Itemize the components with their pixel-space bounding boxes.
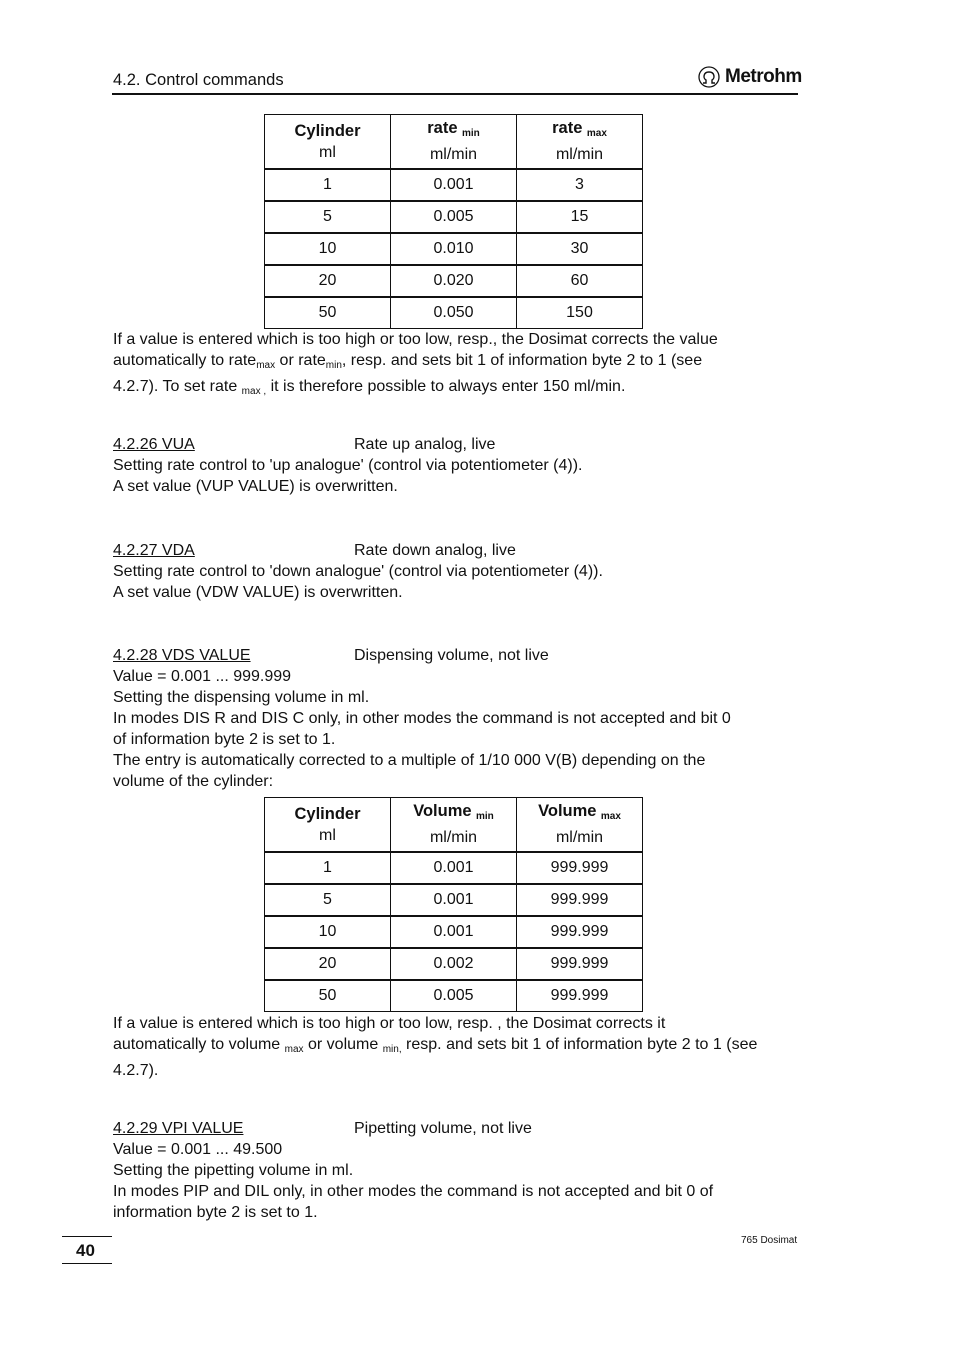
table-cell: 999.999 <box>517 884 643 916</box>
section-vds <box>113 645 803 792</box>
table-cell: 50 <box>265 980 391 1012</box>
table-cell: 1 <box>265 169 391 201</box>
rate-table <box>264 114 643 329</box>
table-cell: 0.050 <box>391 297 517 329</box>
page-number: 40 <box>76 1241 95 1260</box>
paragraph-line: Value = 0.001 ... 999.999 <box>113 668 292 685</box>
table-row <box>265 948 643 980</box>
paragraph-line: Setting rate control to 'up analogue' (control via potentiometer (4)). <box>113 457 583 474</box>
table-cell: 0.020 <box>391 265 517 297</box>
metrohm-logo <box>697 66 802 88</box>
table-row <box>265 169 643 201</box>
table-cell: 0.005 <box>391 201 517 233</box>
table-row <box>265 233 643 265</box>
table-row <box>265 201 643 233</box>
table-cell: 20 <box>265 265 391 297</box>
paragraph-line: A set value (VUP VALUE) is overwritten. <box>113 478 398 495</box>
section-vpi <box>113 1118 803 1223</box>
table-row <box>265 297 643 329</box>
column-header-volume-max: Volume $_{max}$ ml/min <box>517 798 643 853</box>
paragraph-line: In modes DIS R and DIS C only, in other modes the command is not accepted and bit 0 <box>113 710 731 727</box>
paragraph-line: Setting the dispensing volume in ml. <box>113 689 370 706</box>
table-cell: 1 <box>265 852 391 884</box>
table-header-row <box>265 115 643 170</box>
column-header-rate-min: rate $_{min}$ ml/min <box>391 115 517 170</box>
paragraph-line: Value = 0.001 ... 49.500 <box>113 1141 283 1158</box>
table-cell: 0.002 <box>391 948 517 980</box>
omega-symbol-icon <box>697 66 721 88</box>
page-number-bottom-rule <box>62 1263 112 1264</box>
table-cell: 20 <box>265 948 391 980</box>
table-header-row <box>265 798 643 853</box>
section-code: 4.2.27 VDA <box>113 542 195 559</box>
paragraph-line: Setting rate control to 'down analogue' (control via potentiometer (4)). <box>113 563 603 580</box>
table-cell: 0.010 <box>391 233 517 265</box>
table-cell: 999.999 <box>517 852 643 884</box>
section-heading <box>113 1118 803 1139</box>
section-heading <box>113 434 803 455</box>
paragraph-line: of information byte 2 is set to 1. <box>113 731 336 748</box>
section-vua <box>113 434 803 497</box>
column-header-volume-min: Volume $_{min}$ ml/min <box>391 798 517 853</box>
table-row <box>265 884 643 916</box>
table-cell: 10 <box>265 916 391 948</box>
table-cell: 0.001 <box>391 852 517 884</box>
paragraph-line: 4.2.7). To set rate max , it is therefore possible to always enter 150 ml/min. <box>113 378 626 397</box>
table-cell: 0.001 <box>391 169 517 201</box>
table-cell: 0.001 <box>391 884 517 916</box>
paragraph-line: information byte 2 is set to 1. <box>113 1204 318 1221</box>
table-cell: 30 <box>517 233 643 265</box>
paragraph-line: A set value (VDW VALUE) is overwritten. <box>113 584 403 601</box>
table-cell: 150 <box>517 297 643 329</box>
section-vda <box>113 540 803 603</box>
table-cell: 60 <box>517 265 643 297</box>
volume-table <box>264 797 643 1012</box>
volume-correction-paragraph <box>113 1013 803 1081</box>
logo-text: Metrohm <box>725 66 802 87</box>
table-cell: 0.005 <box>391 980 517 1012</box>
paragraph-line: volume of the cylinder: <box>113 773 274 790</box>
table-cell: 5 <box>265 884 391 916</box>
table-row <box>265 265 643 297</box>
section-title: Rate down analog, live <box>354 542 516 559</box>
paragraph-line: The entry is automatically corrected to a multiple of 1/10 000 V(B) depending on the <box>113 752 706 769</box>
footer-product-name: 765 Dosimat <box>741 1235 798 1246</box>
paragraph-line: Setting the pipetting volume in ml. <box>113 1162 354 1179</box>
paragraph-line: In modes PIP and DIL only, in other modes the command is not accepted and bit 0 of <box>113 1183 714 1200</box>
table-row <box>265 852 643 884</box>
table-cell: 999.999 <box>517 916 643 948</box>
rate-correction-paragraph <box>113 329 803 402</box>
paragraph-line: If a value is entered which is too high or too low, resp. , the Dosimat corrects it <box>113 1015 666 1032</box>
column-header-cylinder: Cylinder ml <box>265 115 391 170</box>
table-cell: 15 <box>517 201 643 233</box>
table-cell: 3 <box>517 169 643 201</box>
section-code: 4.2.28 VDS VALUE <box>113 647 251 664</box>
paragraph-line: If a value is entered which is too high or too low, resp., the Dosimat corrects the value <box>113 331 718 348</box>
paragraph-line: automatically to volume max or volume min, resp. and sets bit 1 of information byte 2 to 1 (see <box>113 1036 758 1055</box>
section-code: 4.2.26 VUA <box>113 436 195 453</box>
table-cell: 10 <box>265 233 391 265</box>
section-heading <box>113 645 803 666</box>
section-title: Pipetting volume, not live <box>354 1120 532 1137</box>
paragraph-line: automatically to ratemax or ratemin, resp. and sets bit 1 of information byte 2 to 1 (see <box>113 352 703 371</box>
section-title: Dispensing volume, not live <box>354 647 549 664</box>
table-cell: 50 <box>265 297 391 329</box>
section-code: 4.2.29 VPI VALUE <box>113 1120 244 1137</box>
table-cell: 999.999 <box>517 980 643 1012</box>
page-number-top-rule <box>62 1236 112 1237</box>
column-header-rate-max: rate $_{max}$ ml/min <box>517 115 643 170</box>
paragraph-line: 4.2.7). <box>113 1062 159 1079</box>
section-heading <box>113 540 803 561</box>
table-cell: 0.001 <box>391 916 517 948</box>
table-cell: 999.999 <box>517 948 643 980</box>
section-header-title: 4.2. Control commands <box>113 71 284 89</box>
table-row <box>265 916 643 948</box>
column-header-cylinder: Cylinder ml <box>265 798 391 853</box>
table-cell: 5 <box>265 201 391 233</box>
section-title: Rate up analog, live <box>354 436 496 453</box>
header-rule <box>112 93 798 95</box>
table-row <box>265 980 643 1012</box>
